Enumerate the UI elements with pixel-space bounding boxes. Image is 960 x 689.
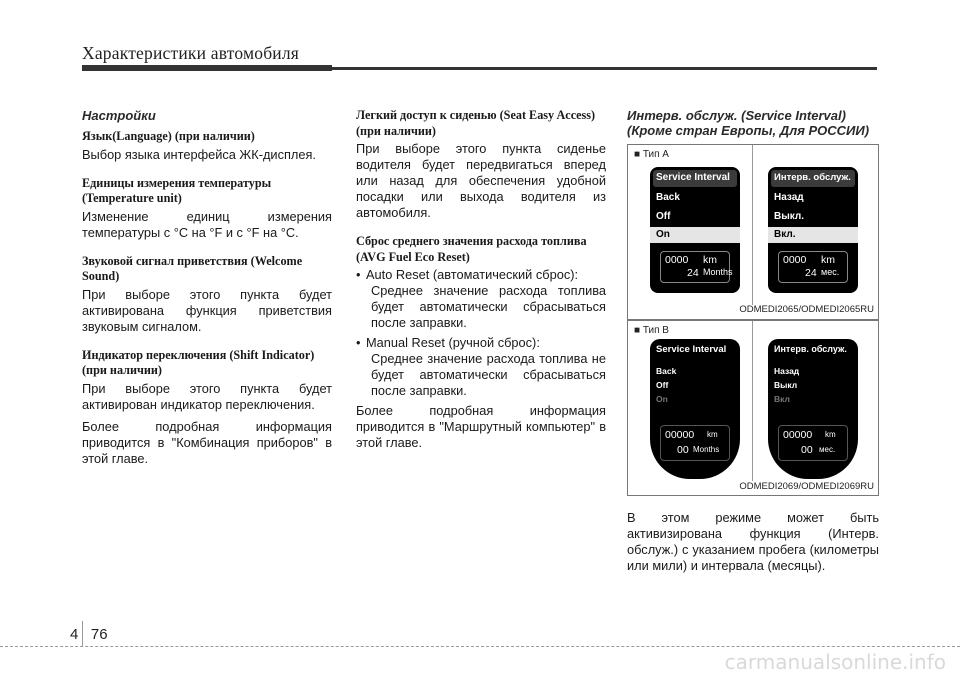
screen-b-en-on: On	[656, 394, 668, 404]
screen-a-ru-back: Назад	[774, 192, 804, 203]
screen-a-en-odometer: 0000 km 24 Months	[660, 251, 730, 283]
screen-b-ru-odometer: 00000 km 00 мес.	[778, 425, 848, 461]
screen-a-en	[650, 167, 740, 293]
column-left	[82, 108, 332, 480]
screen-b-ru	[768, 339, 858, 479]
text-auto-reset: Среднее значение расхода топлива будет автоматически сбрасываться после заправки.	[371, 283, 606, 330]
figure-a-label: ■ Тип А	[634, 149, 669, 160]
screen-a-ru-off: Выкл.	[774, 211, 805, 222]
page-header-title: Характеристики автомобиля	[82, 43, 300, 63]
figure-b-label: ■ Тип В	[634, 325, 669, 336]
page-number	[70, 626, 108, 643]
text-more-info-trip: Более подробная информация приводится в "Маршрутный компьютер" в этой главе.	[356, 403, 606, 450]
screen-a-en-back: Back	[656, 192, 680, 203]
screen-b-en-back: Back	[656, 366, 677, 376]
text-welcome-sound: При выборе этого пункта будет активирована функция приветствия звуковым сигналом.	[82, 286, 332, 334]
figure-a-code: ODMEDI2065/ODMEDI2065RU	[739, 304, 874, 315]
heading-shift-indicator: Индикатор переключения (Shift Indicator) (при наличии)	[82, 347, 315, 377]
heading-avg-fuel-reset: Сброс среднего значения расхода топлива (AVG Fuel Eco Reset)	[356, 234, 587, 264]
screen-b-en-odometer: 00000 km 00 Months	[660, 425, 730, 461]
screen-b-ru-off: Выкл	[774, 380, 798, 390]
screen-a-en-off: Off	[656, 211, 671, 222]
screen-a-ru-on: Вкл.	[774, 229, 796, 240]
text-language: Выбор языка интерфейса ЖК-дисплея.	[82, 146, 316, 162]
text-temperature-unit: Изменение единиц измерения температуры с °C на °F и с °F на °C.	[82, 208, 332, 240]
screen-a-en-on: On	[656, 229, 670, 240]
screen-a-ru-title: Интерв. обслуж.	[774, 172, 851, 183]
bullet-auto-reset: • Auto Reset (автоматический сброс):	[356, 267, 606, 283]
screen-b-ru-on: Вкл	[774, 394, 790, 404]
figure-type-b	[627, 320, 879, 496]
column-right	[627, 108, 879, 587]
footer-rule	[0, 646, 960, 648]
heading-welcome-sound: Звуковой сигнал приветствия (Welcome Sound)	[82, 253, 303, 283]
text-seat-easy-access: При выборе этого пункта сиденье водителя будет передвигаться вперед или назад для обеспечения удобной посадки или выхода водителя из автомобиля.	[356, 141, 606, 220]
screen-b-ru-back: Назад	[774, 366, 800, 376]
screen-b-ru-title: Интерв. обслуж.	[774, 344, 847, 354]
text-service-interval: В этом режиме может быть активизирована функция (Интерв. обслуж.) с указанием пробега (километры или мили) и интервала (месяцы).	[627, 510, 879, 573]
heading-language: Язык(Language) (при наличии)	[82, 129, 255, 143]
screen-a-ru-odometer: 0000 km 24 мес.	[778, 251, 848, 283]
figure-type-a	[627, 144, 879, 320]
screen-a-en-title: Service Interval	[656, 172, 730, 183]
section-subtitle-region: (Кроме стран Европы, Для РОССИИ)	[627, 123, 870, 138]
header-rule-accent	[82, 65, 332, 71]
section-title-settings: Настройки	[82, 108, 156, 123]
text-manual-reset: Среднее значение расхода топлива не будет автоматически сбрасываться после заправки.	[371, 351, 606, 398]
text-more-info-cluster: Более подробная информация приводится в "Комбинация приборов" в этой главе.	[82, 418, 332, 466]
screen-b-en	[650, 339, 740, 479]
heading-seat-easy-access: Легкий доступ к сиденью (Seat Easy Access) (при наличии)	[356, 108, 596, 138]
column-middle	[356, 108, 606, 464]
figure-b-code: ODMEDI2069/ODMEDI2069RU	[739, 481, 874, 492]
watermark: carmanualsonline.info	[724, 650, 946, 674]
chapter-number: 4	[70, 626, 79, 643]
screen-b-en-title: Service Interval	[656, 344, 727, 355]
page-number-value: 76	[90, 626, 108, 643]
section-title-service-interval: Интерв. обслуж. (Service Interval)	[627, 108, 846, 123]
bullet-manual-reset: • Manual Reset (ручной сброс):	[356, 335, 606, 351]
screen-b-en-off: Off	[656, 380, 669, 390]
text-shift-indicator: При выборе этого пункта будет активирован индикатор переключения.	[82, 380, 332, 412]
screen-a-ru	[768, 167, 858, 293]
heading-temperature-unit: Единицы измерения температуры (Temperature unit)	[82, 175, 272, 205]
